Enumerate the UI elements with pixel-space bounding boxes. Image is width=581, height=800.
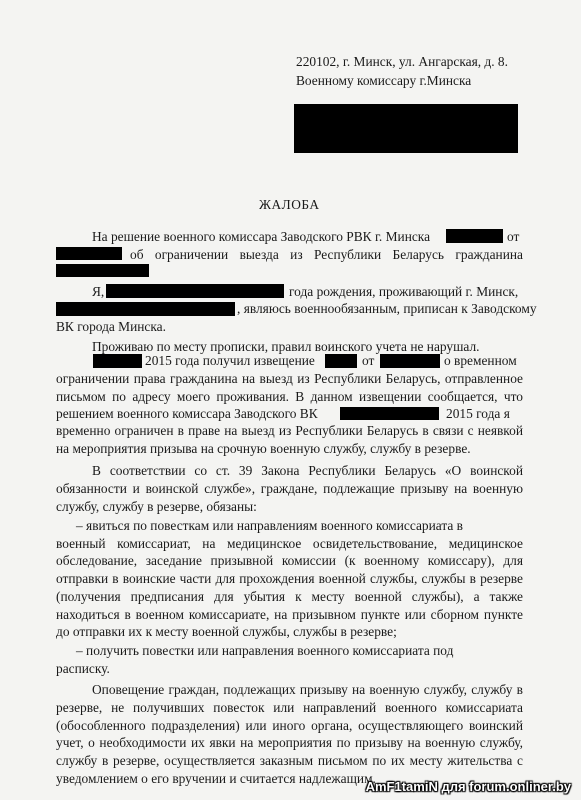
notify-line-2: резерве, не получивших повесток или направлений военного комиссариата: [56, 700, 523, 715]
residence-paragraph: Проживаю по месту прописки, правил воинского учета не нарушал.: [92, 339, 480, 354]
notice-line-1b: от: [362, 353, 375, 368]
redacted-sender-name: [294, 104, 518, 153]
redacted-citizen-name: [56, 264, 149, 277]
obligation-1-line-4: отправки в воинские части для прохождения военной службы, службы в резерве: [56, 571, 523, 586]
notify-line-6: уведомлением о его вручении и считается надлежащим.: [56, 771, 376, 786]
obligation-1-line-5: (получения предписания для убытия к месту военной службы), а также: [56, 589, 523, 604]
redacted-decision-date: [340, 407, 439, 420]
notify-line-3: (обособленного подразделения) или иного органа, осуществляющего воинский: [56, 718, 523, 733]
obligation-1-line-7: до отправки их к месту военной службы, службы в резерве;: [56, 624, 397, 639]
sender-address: 220102, г. Минск, ул. Ангарская, д. 8.: [296, 54, 508, 69]
notify-line-1: Оповещение граждан, подлежащих призыву на военную службу, службу в: [92, 682, 523, 697]
law-line-3: службу, службу в резерве, обязаны:: [56, 499, 257, 514]
redacted-day-month: [93, 354, 142, 368]
obligation-2-line-1: – получить повестки или направления военного комиссариата под: [76, 643, 454, 658]
document-title: ЖАЛОБА: [259, 197, 320, 212]
applicant-line-2: , являюсь военнообязанным, приписан к Заводскому: [237, 301, 537, 316]
notice-line-6: на мероприятия призыва на срочную военную службу, службу в резерве.: [56, 441, 471, 456]
notice-line-4a: решением военного комиссара Заводского ВК: [56, 406, 318, 421]
obligation-1-line-3: обследование, заседание призывной комиссии (к военному комиссару), для: [56, 553, 523, 568]
notice-line-3: письмом по адресу моего проживания. В данном извещении сообщается, что: [56, 389, 523, 404]
redacted-address: [56, 302, 235, 316]
notice-line-4b: 2015 года я: [446, 406, 510, 421]
notify-line-4: учет, о необходимости их явки на мероприятия по призыву на военную службу,: [56, 735, 523, 750]
notify-line-5: службу в резерве, осуществляется заказным письмом по их месту жительства с: [56, 753, 523, 768]
obligation-1-line-2: военный комиссариат, на медицинское освидетельствование, медицинское: [56, 536, 523, 551]
redacted-notice-date: [380, 354, 440, 368]
notice-line-5: временно ограничен в праве на выезд из Республики Беларусь в связи с неявкой: [56, 423, 523, 438]
intro-line-1: На решение военного комиссара Заводского РВК г. Минска: [92, 229, 431, 244]
obligation-1-line-6: находиться в военном комиссариате, на призывном пункте или сборном пункте: [56, 607, 523, 622]
law-line-2: обязанности и воинской службе», граждане, подлежащие призыву на военную: [56, 481, 523, 496]
law-line-1: В соответствии со ст. 39 Закона Республики Беларусь «О воинской: [92, 463, 523, 478]
notice-line-1c: о временном: [444, 353, 517, 368]
notice-line-1a: 2015 года получил извещение: [145, 353, 315, 368]
forum-watermark: AmF1tamiN для forum.onliner.by: [365, 779, 571, 794]
applicant-line-3: ВК города Минска.: [56, 319, 166, 334]
obligation-1-line-1: – явиться по повесткам или направлениям военного комиссариата в: [76, 518, 463, 533]
obligation-2-line-2: расписку.: [56, 661, 110, 676]
redacted-notice-number: [325, 354, 357, 368]
intro-from: от: [507, 229, 520, 244]
intro-line-2: об ограничении выезда из Республики Беларусь гражданина: [130, 247, 523, 262]
redacted-applicant-name: [106, 284, 284, 298]
notice-line-2: ограничении права гражданина на выезд из Республики Беларусь, отправленное: [56, 371, 523, 386]
applicant-i: Я,: [92, 284, 105, 299]
redacted-number: [56, 247, 122, 260]
redacted-date: [446, 229, 503, 243]
recipient-line: Военному комиссару г.Минска: [296, 73, 472, 88]
applicant-line-1: года рождения, проживающий г. Минск,: [289, 284, 519, 299]
